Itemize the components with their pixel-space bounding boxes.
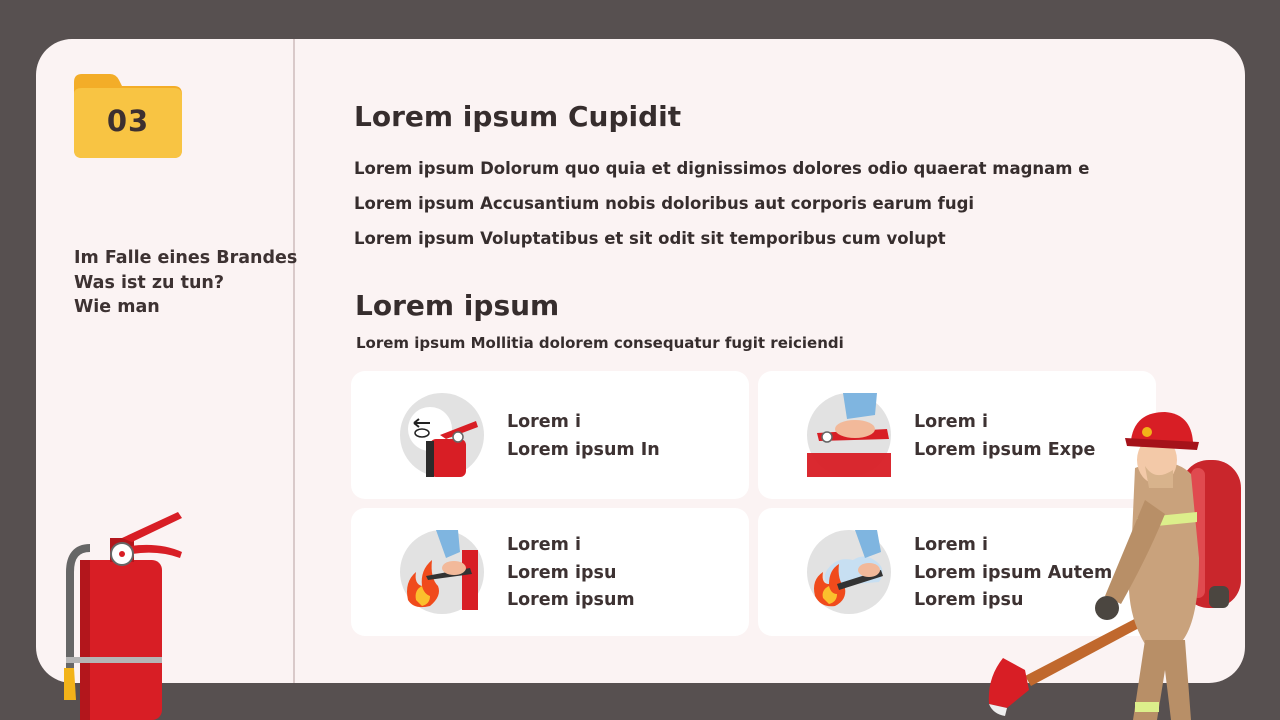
bullet-line: Lorem ipsum Accusantium nobis doloribus aut corporis earum fugi bbox=[354, 194, 975, 213]
step-card bbox=[351, 508, 749, 636]
fire-extinguisher-icon bbox=[60, 508, 190, 720]
bullet-line: Lorem ipsum Voluptatibus et sit odit sit temporibus cum volupt bbox=[354, 229, 946, 248]
step-line: Lorem ipsu bbox=[914, 590, 1024, 610]
section-title: Lorem ipsum bbox=[355, 289, 560, 322]
step-line: Lorem ipsum Expe bbox=[914, 439, 1096, 460]
page-title: Lorem ipsum Cupidit bbox=[354, 100, 682, 133]
sidebar-text bbox=[74, 246, 297, 320]
step-label bbox=[507, 409, 660, 464]
step-line: Lorem i bbox=[507, 412, 581, 432]
sidebar-line: Wie man bbox=[74, 297, 160, 317]
bullet-line: Lorem ipsum Dolorum quo quia et dignissimos dolores odio quaerat magnam e bbox=[354, 159, 1090, 178]
step-line: Lorem ipsum bbox=[507, 590, 635, 610]
step-label bbox=[507, 532, 635, 615]
section-subtitle: Lorem ipsum Mollitia dolorem consequatur fugit reiciendi bbox=[356, 334, 844, 352]
sidebar-line: Was ist zu tun? bbox=[74, 272, 225, 293]
step-line: Lorem i bbox=[914, 535, 988, 555]
vertical-divider bbox=[293, 39, 295, 683]
step-line: Lorem i bbox=[507, 535, 581, 555]
section-number: 03 bbox=[106, 104, 150, 138]
bullet-list bbox=[354, 157, 1089, 262]
step-line: Lorem ipsu bbox=[507, 562, 617, 583]
step-line: Lorem ipsum In bbox=[507, 439, 660, 460]
aim-at-fire-icon bbox=[400, 530, 484, 614]
sidebar-line: Im Falle eines Brandes bbox=[74, 248, 298, 268]
step-card bbox=[351, 371, 749, 499]
squeeze-handle-icon bbox=[807, 393, 891, 477]
pull-pin-icon bbox=[400, 393, 484, 477]
step-line: Lorem ipsum Autem bbox=[914, 562, 1113, 583]
step-line: Lorem i bbox=[914, 412, 988, 432]
sweep-fire-icon bbox=[807, 530, 891, 614]
firefighter-illustration bbox=[985, 408, 1280, 720]
